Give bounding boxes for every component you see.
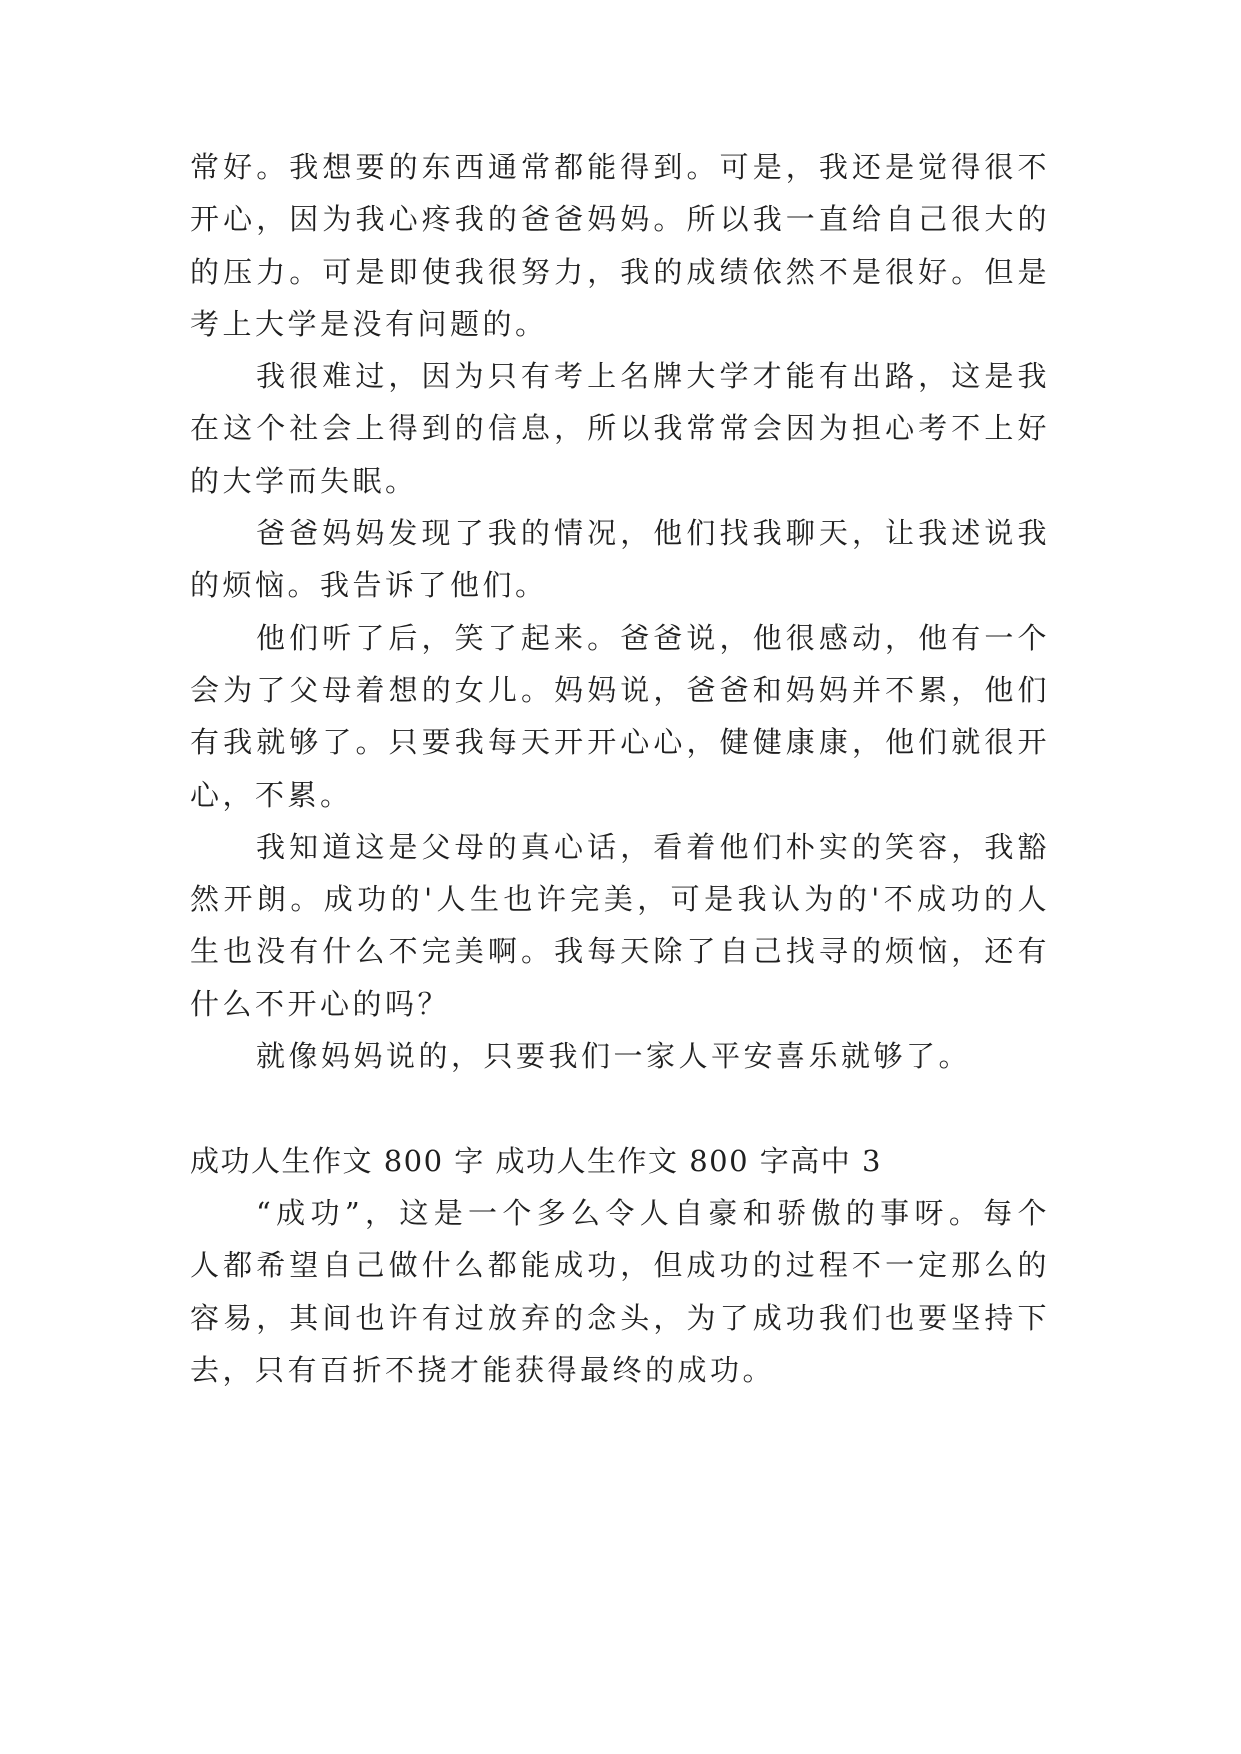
text-line: 我很难过，因为只有考上名牌大学才能有出路，这是我 [256,359,1050,394]
document-body [190,141,1050,1396]
text-line: 他们听了后，笑了起来。爸爸说，他很感动，他有一个 [256,620,1050,655]
text-line: 什么不开心的吗？ [190,986,451,1021]
text-line: 心，不累。 [190,777,353,812]
paragraph [190,141,1050,350]
essay-heading: 成功人生作文 800 字 成功人生作文 800 字高中 3 [190,1143,882,1178]
text-line: 的烦恼。我告诉了他们。 [190,568,548,603]
text-line: 生也没有什么不完美啊。我每天除了自己找寻的烦恼，还有 [190,934,1050,969]
text-line: 考上大学是没有问题的。 [190,306,548,341]
paragraph [190,612,1050,821]
text-line: 的压力。可是即使我很努力，我的成绩依然不是很好。但是 [190,254,1050,289]
text-line: 开心，因为我心疼我的爸爸妈妈。所以我一直给自己很大的 [190,202,1050,237]
text-line: 就像妈妈说的，只要我们一家人平安喜乐就够了。 [256,1039,972,1074]
text-line: 容易，其间也许有过放弃的念头，为了成功我们也要坚持下 [190,1300,1050,1335]
text-line: 常好。我想要的东西通常都能得到。可是，我还是觉得很不 [190,150,1050,184]
paragraph [190,507,1050,612]
text-line: 爸爸妈妈发现了我的情况，他们找我聊天，让我述说我 [256,516,1050,551]
paragraph [190,1187,1050,1396]
text-line: 我知道这是父母的真心话，看着他们朴实的笑容，我豁 [256,829,1050,864]
text-line: 然开朗。成功的'人生也许完美，可是我认为的'不成功的人 [190,882,1050,917]
blank-line [190,1082,1050,1134]
text-line: 去，只有百折不挠才能获得最终的成功。 [190,1352,776,1387]
text-line: 的大学而失眠。 [190,463,418,498]
paragraph [190,1030,1050,1082]
text-line: “成功”，这是一个多么令人自豪和骄傲的事呀。每个 [256,1195,1050,1230]
text-line: 有我就够了。只要我每天开开心心，健健康康，他们就很开 [190,725,1050,760]
text-line: 在这个社会上得到的信息，所以我常常会因为担心考不上好 [190,411,1050,446]
paragraph [190,350,1050,507]
paragraph [190,821,1050,1030]
text-line: 会为了父母着想的女儿。妈妈说，爸爸和妈妈并不累，他们 [190,672,1050,707]
text-line: 人都希望自己做什么都能成功，但成功的过程不一定那么的 [190,1248,1050,1283]
